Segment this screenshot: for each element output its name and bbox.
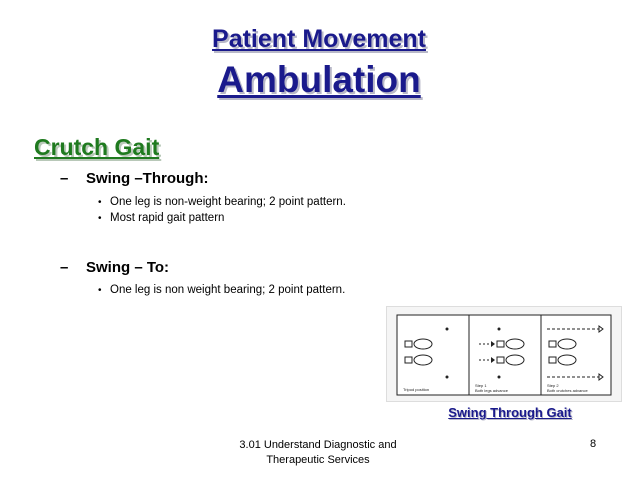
bullet-text: Most rapid gait pattern xyxy=(110,212,225,224)
svg-text:Step 1: Step 1 xyxy=(475,383,487,388)
section-swing-through-title xyxy=(60,170,208,187)
bullet-dot-icon: • xyxy=(98,196,102,208)
slide-subtitle: Ambulation xyxy=(217,59,421,100)
bullet-text: One leg is non weight bearing; 2 point pattern. xyxy=(110,284,346,296)
gait-diagram-svg xyxy=(387,307,621,401)
footer xyxy=(200,438,436,468)
bullet-text: One leg is non-weight bearing; 2 point pattern. xyxy=(110,196,346,208)
section-title-text: Swing – To: xyxy=(86,259,170,276)
footer-line-2: Therapeutic Services xyxy=(266,454,370,466)
section-heading: Crutch Gait xyxy=(34,134,160,160)
bullet-item xyxy=(98,212,224,224)
dash-marker: – xyxy=(60,259,69,276)
svg-text:Both crutches advance: Both crutches advance xyxy=(547,388,588,393)
section-title-text: Swing –Through: xyxy=(86,170,209,187)
bullet-dot-icon: • xyxy=(98,212,102,224)
gait-diagram-image xyxy=(386,306,622,402)
bullet-dot-icon: • xyxy=(98,284,102,296)
page-number: 8 xyxy=(590,438,597,450)
section-swing-to-title xyxy=(60,259,169,276)
dash-marker: – xyxy=(60,170,69,187)
bullet-item xyxy=(98,284,345,296)
footer-line-1: 3.01 Understand Diagnostic and xyxy=(239,439,397,451)
svg-text:Both legs advance: Both legs advance xyxy=(475,388,508,393)
bullet-item xyxy=(98,196,346,208)
figure-caption: Swing Through Gait xyxy=(448,405,572,420)
svg-text:Step 2: Step 2 xyxy=(547,383,559,388)
svg-text:Tripod position: Tripod position xyxy=(403,387,430,392)
slide-title: Patient Movement xyxy=(212,25,426,53)
